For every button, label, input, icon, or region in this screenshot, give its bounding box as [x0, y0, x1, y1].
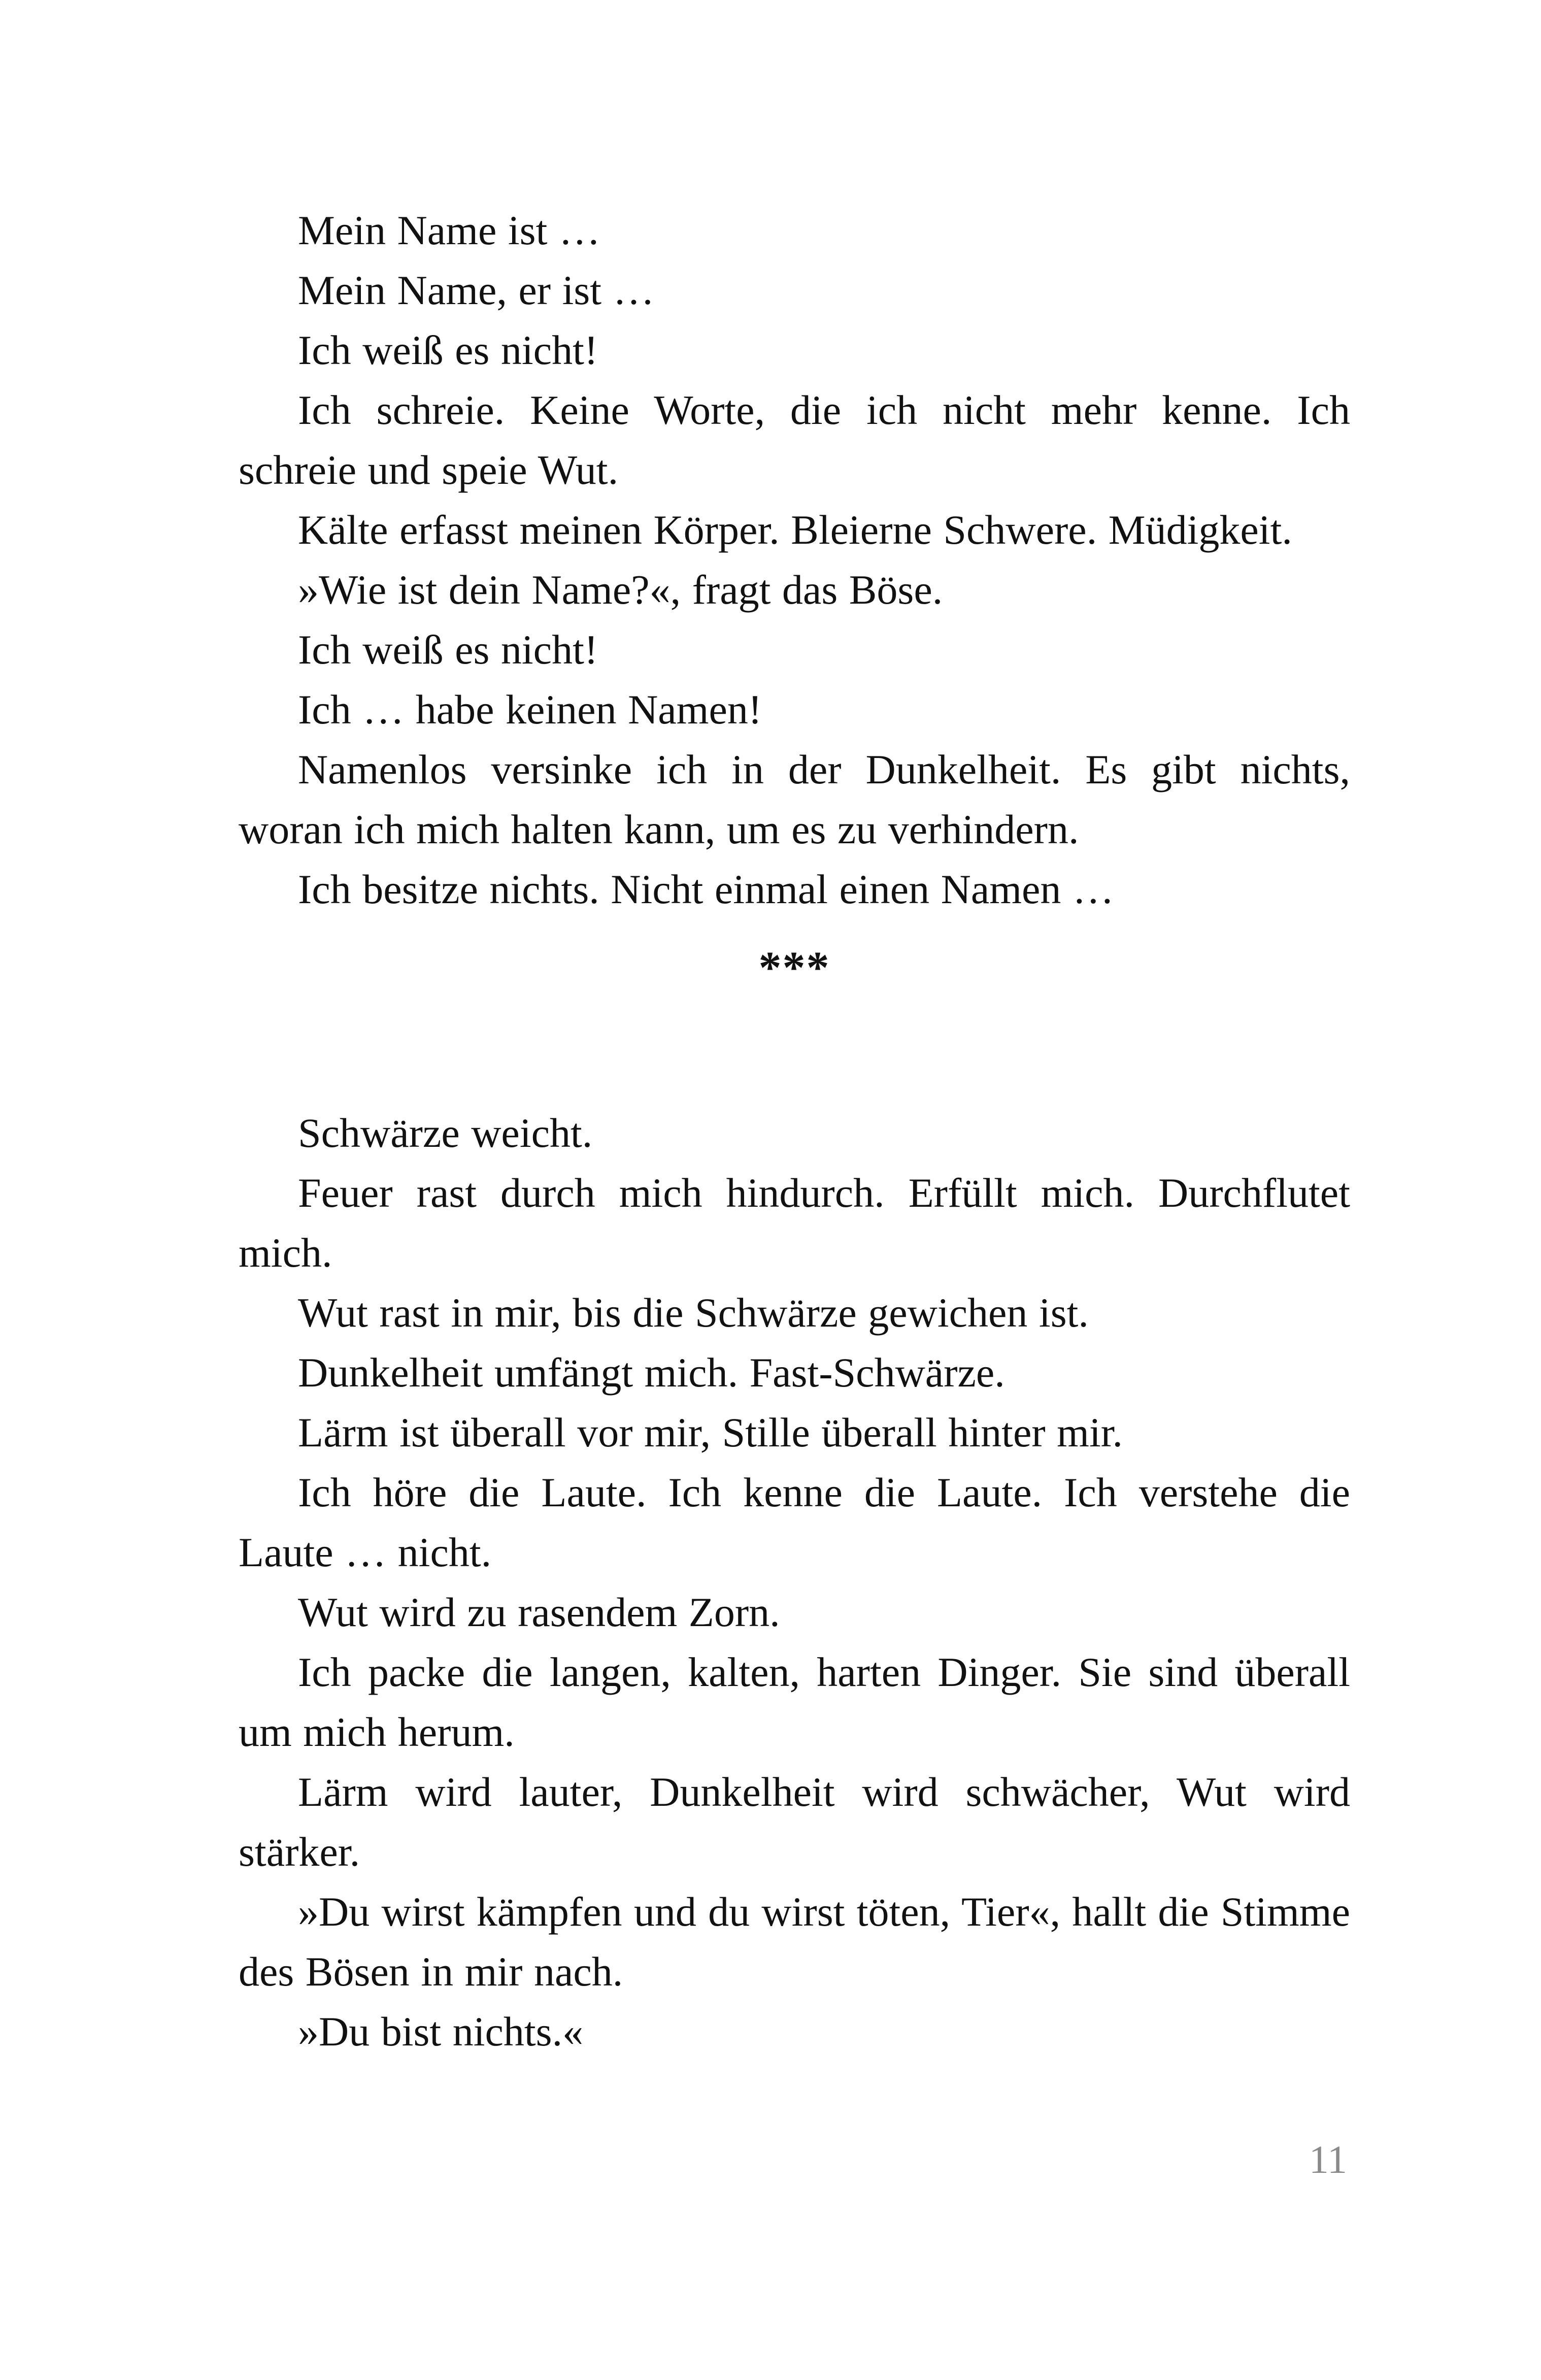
paragraph: Ich schreie. Keine Worte, die ich nicht mehr kenne. Ich schreie und speie Wut. [239, 387, 1350, 493]
book-page [239, 201, 1350, 2062]
paragraph: Mein Name ist … [298, 207, 600, 253]
scene-break-divider: *** [758, 943, 830, 993]
text-section-2 [239, 1103, 1350, 2062]
paragraph: Ich packe die langen, kalten, harten Dinger. Sie sind überall um mich herum. [239, 1649, 1350, 1755]
paragraph: »Wie ist dein Name?«, fragt das Böse. [298, 567, 943, 613]
paragraph: Lärm wird lauter, Dunkelheit wird schwächer, Wut wird stärker. [239, 1769, 1350, 1875]
paragraph: Ich … habe keinen Namen! [298, 686, 762, 733]
text-section-1 [239, 201, 1350, 919]
paragraph: Wut rast in mir, bis die Schwärze gewichen ist. [298, 1290, 1089, 1336]
paragraph: Ich höre die Laute. Ich kenne die Laute. Ich verstehe die Laute … nicht. [239, 1469, 1350, 1575]
page-number: 11 [1309, 2137, 1347, 2181]
paragraph: Feuer rast durch mich hindurch. Erfüllt mich. Durchflutet mich. [239, 1170, 1350, 1276]
paragraph: Namenlos versinke ich in der Dunkelheit. Es gibt nichts, woran ich mich halten kann, um es zu verhindern. [239, 746, 1350, 852]
paragraph: Mein Name, er ist … [298, 267, 655, 313]
paragraph: »Du wirst kämpfen und du wirst töten, Tier«, hallt die Stimme des Bösen in mir nach. [239, 1889, 1350, 1995]
paragraph: Ich weiß es nicht! [298, 327, 598, 373]
paragraph: Dunkelheit umfängt mich. Fast-Schwärze. [298, 1349, 1005, 1396]
paragraph: Kälte erfasst meinen Körper. Bleierne Schwere. Müdigkeit. [298, 507, 1292, 553]
paragraph: Ich weiß es nicht! [298, 626, 598, 673]
paragraph: Ich besitze nichts. Nicht einmal einen Namen … [298, 866, 1114, 912]
paragraph: »Du bist nichts.« [298, 2008, 584, 2055]
paragraph: Wut wird zu rasendem Zorn. [298, 1589, 780, 1635]
paragraph: Schwärze weicht. [298, 1110, 593, 1156]
paragraph: Lärm ist überall vor mir, Stille überall hinter mir. [298, 1409, 1123, 1456]
